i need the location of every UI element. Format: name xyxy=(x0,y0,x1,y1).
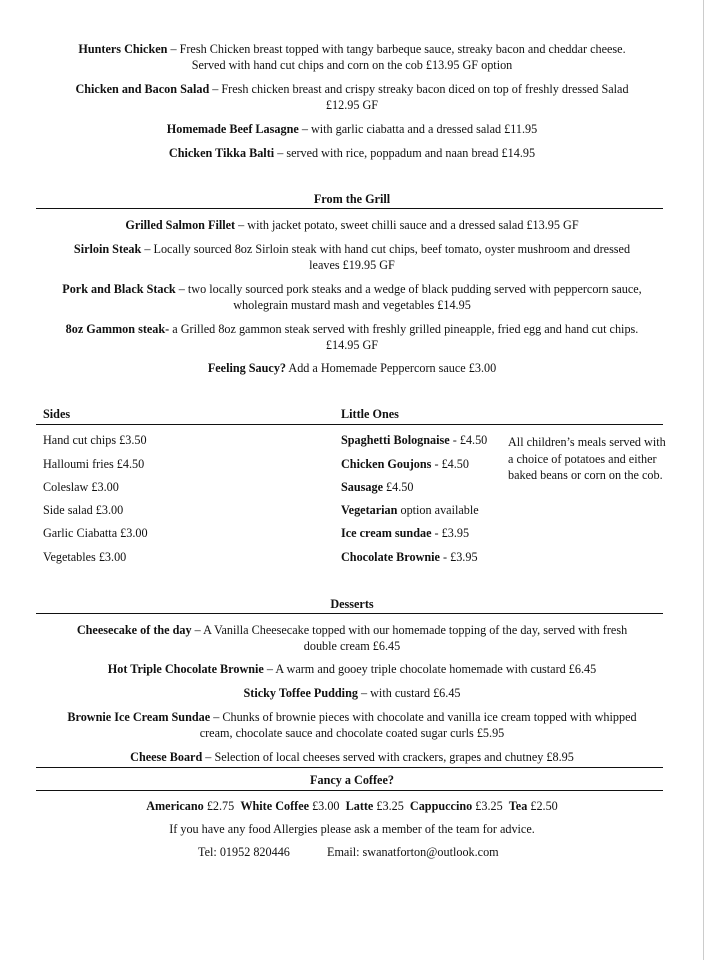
item-name: White Coffee xyxy=(240,799,310,813)
item-price: £3.25 xyxy=(373,799,410,813)
menu-item-pork-black-stack xyxy=(36,281,668,313)
item-name: Cheesecake of the day xyxy=(76,623,192,637)
section-title-coffee: Fancy a Coffee? xyxy=(310,773,394,787)
item-price: £2.50 xyxy=(527,799,558,813)
coffee-item xyxy=(240,799,345,813)
item-desc: – two locally sourced pork steaks and a wedge of black pudding served with peppercorn sauce, xyxy=(175,282,642,296)
section-title-sides: Sides xyxy=(43,407,71,421)
kids-note: All children’s meals served with a choice of potatoes and either baked beans or corn on the cob. xyxy=(508,435,666,482)
coffee-item xyxy=(146,799,240,813)
coffee-item xyxy=(410,799,509,813)
item-name: Homemade Beef Lasagne xyxy=(166,122,299,136)
section-title-desserts: Desserts xyxy=(330,597,374,611)
menu-item-chicken-bacon-salad xyxy=(36,81,668,113)
coffee-item xyxy=(509,799,558,813)
item-name: Latte xyxy=(345,799,374,813)
item-price: option available xyxy=(397,503,479,517)
item-desc: wholegrain mustard mash and vegetables £14.95 xyxy=(233,298,471,312)
section-title-grill: From the Grill xyxy=(313,192,391,206)
item-price: - £4.50 xyxy=(431,457,469,471)
item-desc: – Chunks of brownie pieces with chocolate and vanilla ice cream topped with whipped xyxy=(210,710,637,724)
item-desc: £12.95 GF xyxy=(325,98,379,112)
coffee-list xyxy=(36,798,668,814)
item-desc: – A Vanilla Cheesecake topped with our homemade topping of the day, served with fresh xyxy=(191,623,628,637)
menu-item-salmon xyxy=(36,217,668,233)
item-name: Hot Triple Chocolate Brownie xyxy=(107,662,264,676)
menu-item-hunters-chicken xyxy=(36,41,668,73)
item-desc: – with custard £6.45 xyxy=(357,686,461,700)
item-name: Sausage xyxy=(341,480,383,494)
item-name: Chicken and Bacon Salad xyxy=(75,82,210,96)
kids-item xyxy=(341,432,487,448)
item-price: £2.75 xyxy=(203,799,241,813)
side-item: Garlic Ciabatta £3.00 xyxy=(43,526,148,540)
item-name: Spaghetti Bolognaise xyxy=(341,433,450,447)
item-desc: – served with rice, poppadum and naan bread £14.95 xyxy=(274,146,536,160)
menu-item-triple-brownie xyxy=(36,661,668,677)
allergy-notice: If you have any food Allergies please ask a member of the team for advice. xyxy=(169,822,535,836)
kids-item xyxy=(341,525,469,541)
item-price: £3.25 xyxy=(472,799,509,813)
item-name: Pork and Black Stack xyxy=(62,282,176,296)
kids-item xyxy=(341,549,478,565)
kids-item xyxy=(341,456,469,472)
side-item: Hand cut chips £3.50 xyxy=(43,433,147,447)
side-item: Coleslaw £3.00 xyxy=(43,480,119,494)
kids-item xyxy=(341,502,479,518)
item-name: Sirloin Steak xyxy=(73,242,142,256)
item-desc: – Locally sourced 8oz Sirloin steak with hand cut chips, beef tomato, oyster mushroom and dressed xyxy=(141,242,631,256)
item-desc: leaves £19.95 GF xyxy=(309,258,395,272)
email: Email: swanatforton@outlook.com xyxy=(327,845,499,859)
kids-item xyxy=(341,479,413,495)
coffee-item xyxy=(346,799,410,813)
item-name: Tea xyxy=(508,799,528,813)
menu-item-beef-lasagne xyxy=(36,121,668,137)
divider xyxy=(36,790,663,791)
item-name: Cheese Board xyxy=(130,750,203,764)
menu-item-sirloin xyxy=(36,241,668,273)
divider xyxy=(36,613,663,614)
item-desc: £14.95 GF xyxy=(325,338,379,352)
menu-item-tikka-balti xyxy=(36,145,668,161)
menu-item-peppercorn-sauce xyxy=(36,360,668,376)
divider xyxy=(36,424,663,425)
item-name: Grilled Salmon Fillet xyxy=(125,218,236,232)
item-desc: – Selection of local cheeses served with crackers, grapes and chutney £8.95 xyxy=(202,750,574,764)
item-desc: – Fresh chicken breast and crispy streaky bacon diced on top of freshly dressed Salad xyxy=(209,82,629,96)
item-name: Brownie Ice Cream Sundae xyxy=(67,710,211,724)
item-price: £3.00 xyxy=(309,799,346,813)
item-name: Ice cream sundae xyxy=(341,526,432,540)
item-desc: cream, chocolate sauce and chocolate coated sugar curls £5.95 xyxy=(199,726,505,740)
divider xyxy=(36,767,663,768)
telephone: Tel: 01952 820446 xyxy=(198,845,290,859)
side-item: Vegetables £3.00 xyxy=(43,550,127,564)
divider xyxy=(36,208,663,209)
item-name: Americano xyxy=(146,799,204,813)
item-price: - £3.95 xyxy=(431,526,470,540)
item-name: Chicken Tikka Balti xyxy=(168,146,275,160)
item-name: Vegetarian xyxy=(341,503,398,517)
side-item: Halloumi fries £4.50 xyxy=(43,457,145,471)
item-desc: Served with hand cut chips and corn on the cob £13.95 GF option xyxy=(191,58,513,72)
item-name: Chicken Goujons xyxy=(341,457,432,471)
side-item: Side salad £3.00 xyxy=(43,503,124,517)
item-desc: a Grilled 8oz gammon steak served with freshly grilled pineapple, fried egg and hand cut chips. xyxy=(169,322,639,336)
item-name: Sticky Toffee Pudding xyxy=(243,686,358,700)
item-desc: double cream £6.45 xyxy=(303,639,401,653)
item-desc: – A warm and gooey triple chocolate homemade with custard £6.45 xyxy=(263,662,597,676)
menu-item-cheese-board xyxy=(36,749,668,765)
item-desc: Add a Homemade Peppercorn sauce £3.00 xyxy=(286,361,497,375)
menu-item-cheesecake xyxy=(36,622,668,654)
menu-item-brownie-sundae xyxy=(36,709,668,741)
item-name: Chocolate Brownie xyxy=(341,550,440,564)
item-name: Cappuccino xyxy=(409,799,473,813)
item-price: £4.50 xyxy=(383,480,414,494)
item-desc: – Fresh Chicken breast topped with tangy barbeque sauce, streaky bacon and cheddar cheese. xyxy=(167,42,626,56)
item-name: Hunters Chicken xyxy=(78,42,168,56)
item-desc: – with garlic ciabatta and a dressed salad £11.95 xyxy=(298,122,538,136)
menu-item-sticky-toffee xyxy=(36,685,668,701)
item-desc: – with jacket potato, sweet chilli sauce and a dressed salad £13.95 GF xyxy=(235,218,579,232)
section-title-little-ones: Little Ones xyxy=(341,407,399,421)
item-name: Feeling Saucy? xyxy=(207,361,287,375)
item-name: 8oz Gammon steak- xyxy=(65,322,170,336)
item-price: - £3.95 xyxy=(439,550,478,564)
menu-item-gammon xyxy=(36,321,668,353)
item-price: - £4.50 xyxy=(449,433,488,447)
